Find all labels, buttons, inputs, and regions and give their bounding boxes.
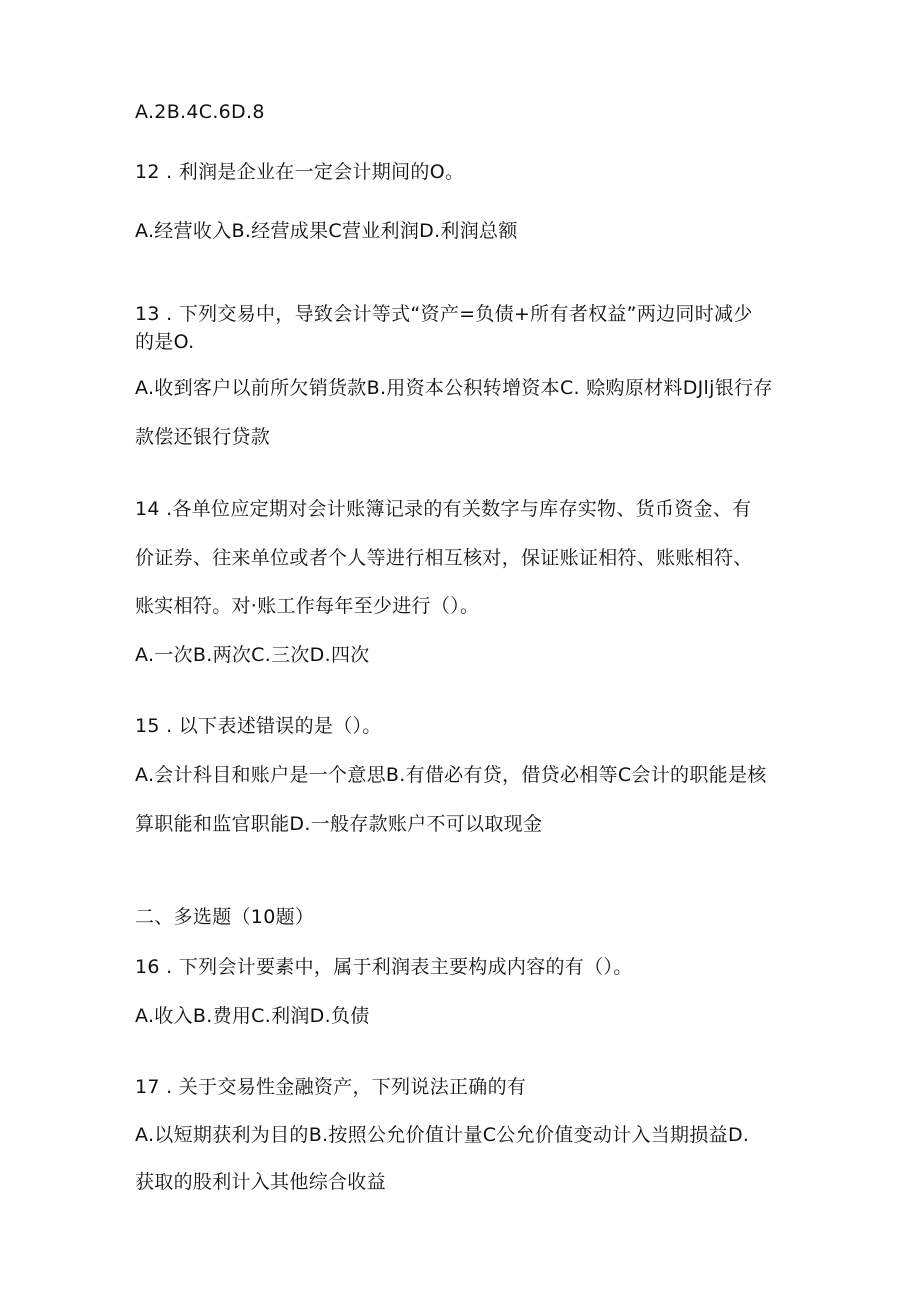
q13-options-line-2: 款偿还银行贷款 bbox=[135, 426, 271, 448]
q14-options: A.一次B.两次C.三次D.四次 bbox=[135, 644, 370, 666]
q17-options-line-2: 获取的股利计入其他综合收益 bbox=[135, 1171, 386, 1193]
q14-stem-line-2: 价证券、往来单位或者个人等进行相互核对，保证账证相符、账账相符、 bbox=[135, 547, 753, 569]
q15-stem: 15 . 以下表述错误的是（）。 bbox=[135, 715, 382, 737]
q13-stem-line-1: 13 . 下列交易中，导致会计等式“资产=负债+所有者权益”两边同时减少 bbox=[135, 303, 753, 325]
section-heading: 二、多选题（10题） bbox=[135, 906, 315, 928]
q15-options-line-1: A.会计科目和账户是一个意思B.有借必有贷，借贷必相等C会计的职能是核 bbox=[135, 764, 767, 786]
q16-options: A.收入B.费用C.利润D.负债 bbox=[135, 1005, 370, 1027]
q11-options: A.2B.4C.6D.8 bbox=[135, 101, 265, 123]
q12-stem: 12 . 利润是企业在一定会计期间的O。 bbox=[135, 161, 465, 183]
q17-stem: 17 . 关于交易性金融资产，下列说法正确的有 bbox=[135, 1076, 527, 1098]
q13-stem-line-2: 的是O. bbox=[135, 331, 195, 353]
q13-options-line-1: A.收到客户以前所欠销货款B.用资本公积转增资本C. 赊购原材料DJlj银行存 bbox=[135, 377, 773, 399]
q14-stem-line-3: 账实相符。对·账工作每年至少进行（）。 bbox=[135, 595, 480, 617]
q12-options: A.经营收入B.经营成果C营业利润D.利润总额 bbox=[135, 220, 518, 242]
q14-stem-line-1: 14 .各单位应定期对会计账簿记录的有关数字与库存实物、货币资金、有 bbox=[135, 498, 752, 520]
q16-stem: 16 . 下列会计要素中，属于利润表主要构成内容的有（）。 bbox=[135, 956, 633, 978]
q15-options-line-2: 算职能和监官职能D.一般存款账户不可以取现金 bbox=[135, 813, 543, 835]
q17-options-line-1: A.以短期获利为目的B.按照公允价值计量C公允价值变动计入当期损益D. bbox=[135, 1124, 750, 1146]
